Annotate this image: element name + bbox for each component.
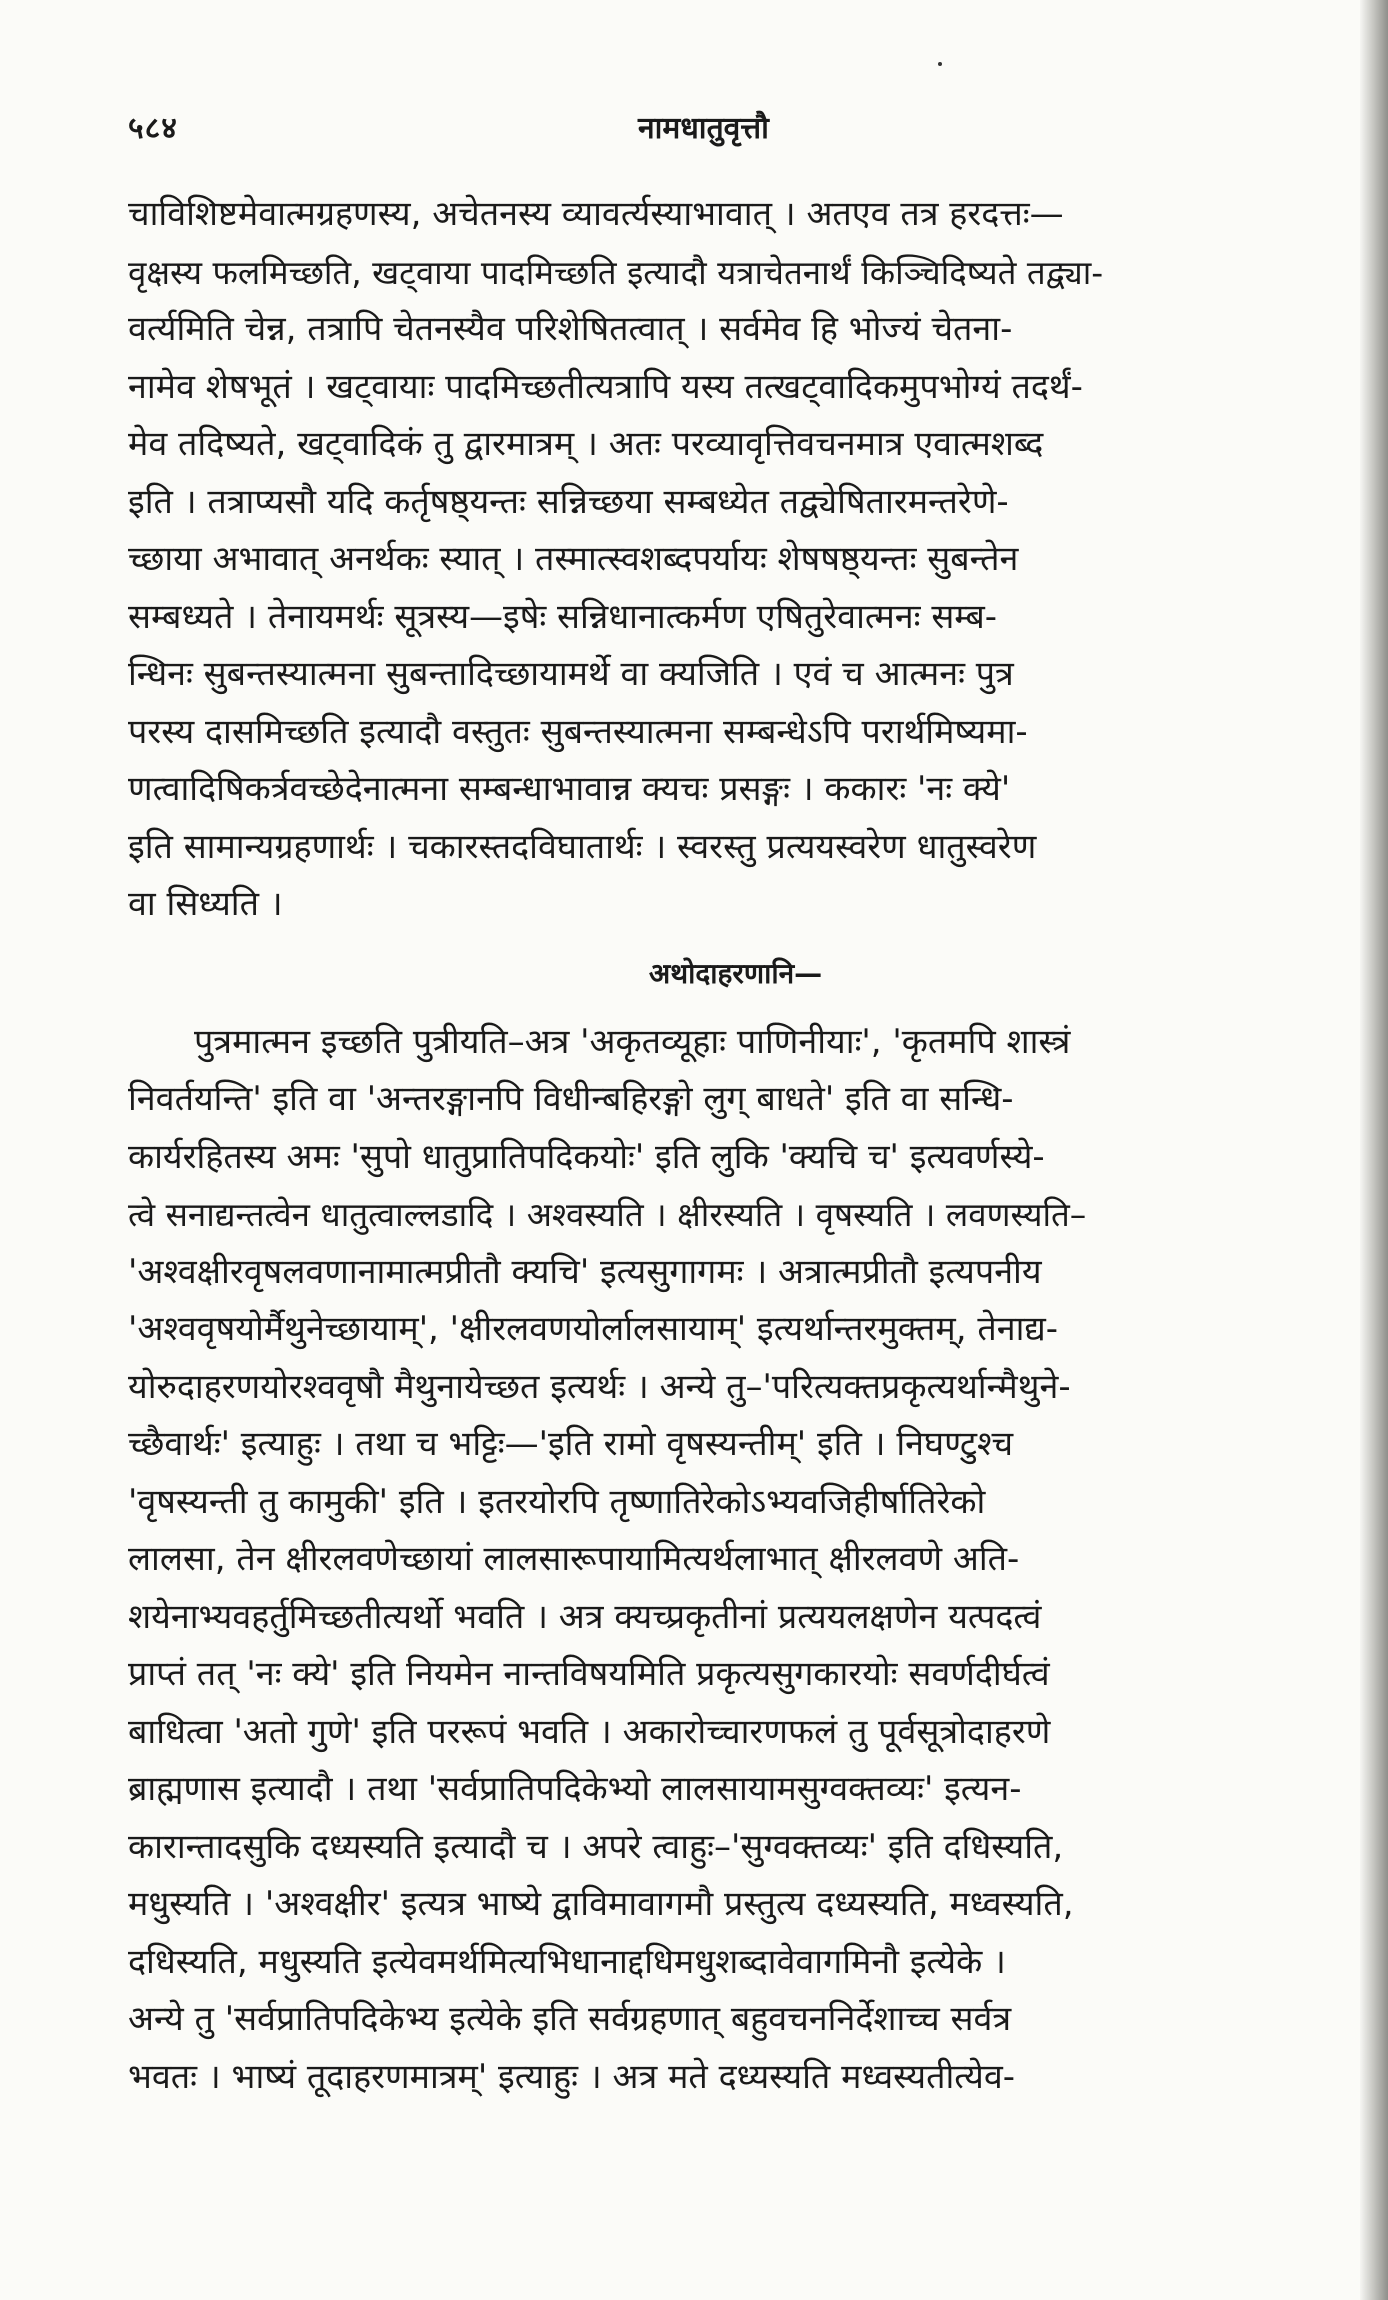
page-header xyxy=(128,106,1308,150)
text-line: अन्ये तु 'सर्वप्रातिपदिकेभ्य इत्येके इति सर्वग्रहणात् बहुवचननिर्देशाच्च सर्वत्र xyxy=(128,1999,1012,2039)
text-line: इति सामान्यग्रहणार्थः । चकारस्तदविघातार्थः । स्वरस्तु प्रत्ययस्वरेण धातुस्वरेण xyxy=(128,826,1037,867)
text-line: कारान्तादसुकि दध्यस्यति इत्यादौ च । अपरे त्वाहुः–'सुग्वक्तव्यः' इति दधिस्यति, xyxy=(128,1826,1064,1867)
text-line: परस्य दासमिच्छति इत्यादौ वस्तुतः सुबन्तस्यात्मना सम्बन्धेऽपि परार्थमिष्यमा- xyxy=(128,711,1028,752)
section-heading: अथोदाहरणानि— xyxy=(648,956,823,990)
paragraph-2 xyxy=(128,1014,1313,2107)
text-line: प्राप्तं तत् 'नः क्ये' इति नियमेन नान्तविषयमिति प्रकृत्यसुगकारयोः सवर्णदीर्घत्वं xyxy=(128,1654,1050,1694)
text-line: ब्राह्मणास इत्यादौ । तथा 'सर्वप्रातिपदिकेभ्यो लालसायामसुग्वक्तव्यः' इत्यन- xyxy=(128,1769,1022,1809)
body-text xyxy=(128,186,1313,2106)
text-line: च्छैवार्थः' इत्याहुः । तथा च भट्टिः—'इति रामो वृषस्यन्तीम्' इति । निघण्टुश्च xyxy=(128,1424,1014,1464)
text-line: 'अश्वक्षीरवृषलवणानामात्मप्रीतौ क्यचि' इत्यसुगागमः । अत्रात्मप्रीतौ इत्यपनीय xyxy=(128,1251,1042,1292)
running-title: नामधातुवृत्तौ xyxy=(638,111,769,146)
text-line: योरुदाहरणयोरश्ववृषौ मैथुनायेच्छत इत्यर्थः । अन्ये तु–'परित्यक्तप्रकृत्यर्थान्मैथुने- xyxy=(128,1366,1071,1407)
text-line: पुत्रमात्मन इच्छति पुत्रीयति–अत्र 'अकृतव्यूहाः पाणिनीयाः', 'कृतमपि शास्त्रं xyxy=(194,1021,1071,1062)
text-line: दधिस्यति, मधुस्यति इत्येवमर्थमित्यभिधानाद्दधिमधुशब्दावेवागमिनौ इत्येके । xyxy=(128,1941,1006,1982)
text-line: 'अश्ववृषयोर्मैथुनेच्छायाम्', 'क्षीरलवणयोर्लालसायाम्' इत्यर्थान्तरमुक्तम्, तेनाद्य- xyxy=(128,1309,1059,1349)
text-line: वर्त्यमिति चेन्न, तत्रापि चेतनस्यैव परिशेषितत्वात् । सर्वमेव हि भोज्यं चेतना- xyxy=(128,309,1013,349)
paragraph-1 xyxy=(128,186,1313,934)
text-line: निवर्तयन्ति' इति वा 'अन्तरङ्गानपि विधीन्बहिरङ्गो लुग् बाधते' इति वा सन्धि- xyxy=(128,1079,1014,1119)
text-line: बाधित्वा 'अतो गुणे' इति पररूपं भवति । अकारोच्चारणफलं तु पूर्वसूत्रोदाहरणे xyxy=(128,1711,1051,1752)
text-line: इति । तत्राप्यसौ यदि कर्तृषष्ठ्यन्तः सन्निच्छया सम्बध्येत तद्व्येषितारमन्तरेणे- xyxy=(128,481,1009,522)
text-line: वृक्षस्य फलमिच्छति, खट्वाया पादमिच्छति इत्यादौ यत्राचेतनार्थं किञ्चिदिष्यते तद्व्या- xyxy=(128,252,1104,292)
text-line: मेव तदिष्यते, खट्वादिकं तु द्वारमात्रम् । अतः परव्यावृत्तिवचनमात्र एवात्मशब्द xyxy=(128,424,1044,464)
text-line: सम्बध्यते । तेनायमर्थः सूत्रस्य—इषेः सन्निधानात्कर्मण एषितुरेवात्मनः सम्ब- xyxy=(128,596,998,637)
text-line: च्छाया अभावात् अनर्थकः स्यात् । तस्मात्स्वशब्दपर्यायः शेषषष्ठ्यन्तः सुबन्तेन xyxy=(128,539,1019,579)
page-number: ५८४ xyxy=(128,111,178,146)
speck-mark xyxy=(938,62,942,66)
text-line: शयेनाभ्यवहर्तुमिच्छतीत्यर्थो भवति । अत्र क्यच्प्रकृतीनां प्रत्ययलक्षणेन यत्पदत्वं xyxy=(128,1596,1042,1637)
text-line: त्वे सनाद्यन्तत्वेन धातुत्वाल्लडादि । अश्वस्यति । क्षीरस्यति । वृषस्यति । लवणस्यति– xyxy=(128,1195,1087,1234)
text-line: वा सिध्यति । xyxy=(128,884,283,924)
page-spine-shadow xyxy=(1360,0,1388,2300)
text-line: भवतः । भाष्यं तूदाहरणमात्रम्' इत्याहुः । अत्र मते दध्यस्यति मध्वस्यतीत्येव- xyxy=(128,2056,1016,2097)
text-line: कार्यरहितस्य अमः 'सुपो धातुप्रातिपदिकयोः' इति लुकि 'क्यचि च' इत्यवर्णस्ये- xyxy=(128,1136,1045,1177)
text-line: नामेव शेषभूतं । खट्वायाः पादमिच्छतीत्यत्रापि यस्य तत्खट्वादिकमुपभोग्यं तदर्थं- xyxy=(128,366,1083,407)
text-line: लालसा, तेन क्षीरलवणेच्छायां लालसारूपायामित्यर्थलाभात् क्षीरलवणे अति- xyxy=(128,1539,1020,1579)
text-line: णत्वादिषिकर्त्रवच्छेदेनात्मना सम्बन्धाभावान्न क्यचः प्रसङ्गः । ककारः 'नः क्ये' xyxy=(128,769,1011,809)
text-line: न्धिनः सुबन्तस्यात्मना सुबन्तादिच्छायामर्थे वा क्यजिति । एवं च आत्मनः पुत्र xyxy=(128,654,1014,694)
text-line: चाविशिष्टमेवात्मग्रहणस्य, अचेतनस्य व्यावर्त्यस्याभावात् । अतएव तत्र हरदत्तः— xyxy=(128,194,1064,234)
text-line: 'वृषस्यन्ती तु कामुकी' इति । इतरयोरपि तृष्णातिरेकोऽभ्यवजिहीर्षातिरेको xyxy=(128,1481,986,1522)
text-line: मधुस्यति । 'अश्वक्षीर' इत्यत्र भाष्ये द्वाविमावागमौ प्रस्तुत्य दध्यस्यति, मध्वस्यति, xyxy=(128,1884,1074,1924)
